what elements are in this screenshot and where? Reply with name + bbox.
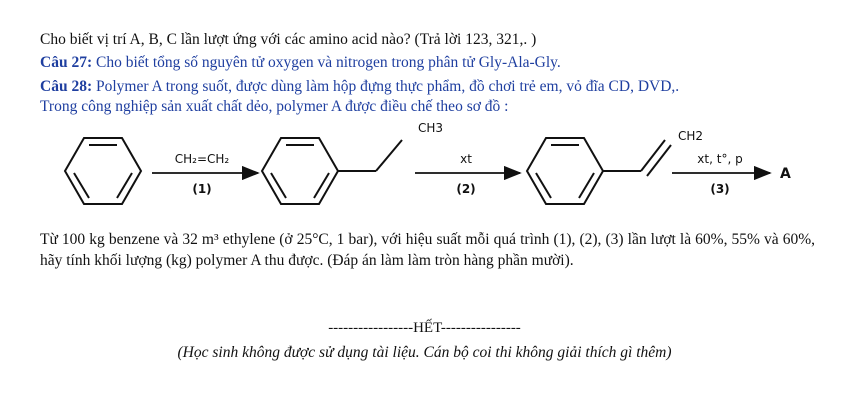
ethylbenzene	[262, 138, 402, 204]
benzene-ring-1	[65, 138, 141, 204]
step-2-label: (2)	[456, 182, 476, 196]
question-27-label: Câu 27:	[40, 54, 93, 71]
question-28	[40, 77, 679, 97]
product-a: A	[780, 166, 791, 182]
question-28-text: Polymer A trong suốt, được dùng làm hộp đựng thực phẩm, đồ chơi trẻ em, vỏ đĩa CD, DVD,.	[92, 78, 680, 95]
reagent-2: xt	[460, 152, 472, 166]
problem-paragraph: Từ 100 kg benzene và 32 m³ ethylene (ở 25°C, 1 bar), với hiệu suất mỗi quá trình (1), (2), (3) lần lượt là 60%, 55% và 60%, hãy tính khối lượng (kg) polymer A thu được. (Đáp án làm làm tròn hàng phần mười).	[40, 231, 815, 269]
step-1-label: (1)	[192, 182, 212, 196]
footer-note: (Học sinh không được sử dụng tài liệu. Cán bộ coi thi không giải thích gì thêm)	[177, 344, 672, 361]
reaction-scheme	[0, 118, 849, 228]
end-marker: -----------------HẾT----------------	[328, 320, 521, 336]
step-3-label: (3)	[710, 182, 730, 196]
question-28-text-line2: Trong công nghiệp sản xuất chất dẻo, polymer A được điều chế theo sơ đồ :	[40, 98, 509, 115]
styrene	[527, 138, 671, 204]
question-28-label: Câu 28:	[40, 78, 93, 95]
reagent-3: xt, t°, p	[697, 152, 743, 166]
vinyl-substituent: CH2	[678, 129, 704, 143]
reagent-1: CH₂=CH₂	[174, 152, 230, 166]
question-27-text: Cho biết tổng số nguyên tử oxygen và nitrogen trong phân tử Gly-Ala-Gly.	[92, 54, 561, 71]
question-27	[40, 53, 561, 73]
ethyl-substituent: CH3	[418, 121, 444, 135]
intro-line: Cho biết vị trí A, B, C lần lượt ứng với các amino acid nào? (Trả lời 123, 321,. )	[40, 31, 537, 48]
